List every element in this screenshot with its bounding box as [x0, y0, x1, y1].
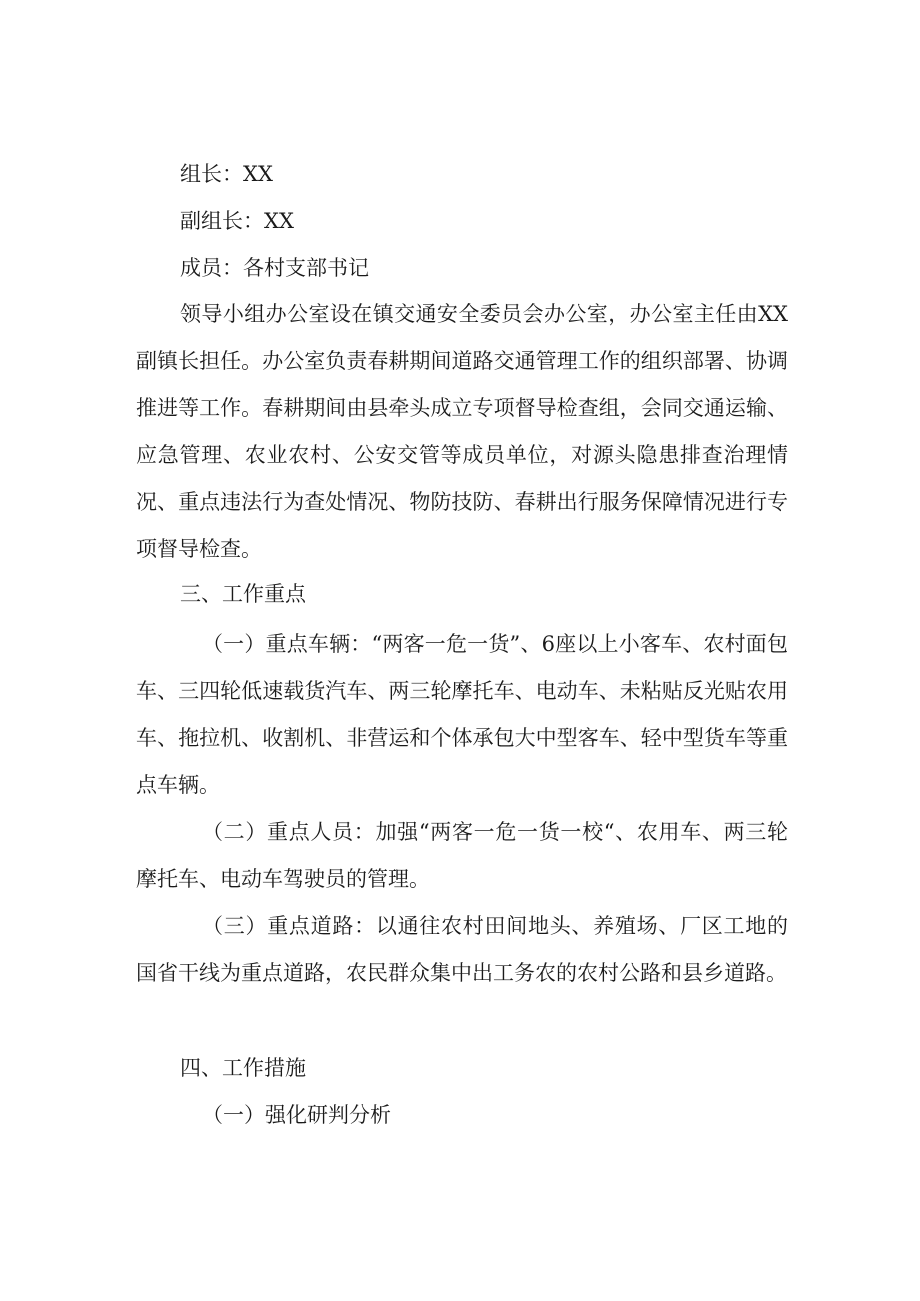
subsection-one-heading: （一）强化研判分析 [202, 1103, 391, 1127]
key-roads-paragraph: （三）重点道路：以通往农村田间地头、养殖场、厂区工地的国省干线为重点道路，农民群众集中出工务农的农村公路和县乡道路。 [136, 914, 788, 985]
key-personnel-paragraph: （二）重点人员：加强“两客一危一货一校“、农用车、两三轮摩托车、电动车驾驶员的管理。 [136, 820, 788, 891]
key-vehicles-paragraph: （一）重点车辆：“两客一危一货”、6座以上小客车、农村面包车、三四轮低速载货汽车、两三轮摩托车、电动车、未粘贴反光贴农用车、拖拉机、收割机、非营运和个体承包大中型客车、轻中型货车等重点车辆。 [136, 632, 788, 797]
section-three-heading: 三、工作重点 [180, 582, 306, 606]
office-paragraph: 领导小组办公室设在镇交通安全委员会办公室，办公室主任由XX副镇长担任。办公室负责春耕期间道路交通管理工作的组织部署、协调推进等工作。春耕期间由县牵头成立专项督导检查组，会同交通运输、应急管理、农业农村、公安交管等成员单位，对源头隐患排查治理情况、重点违法行为查处情况、物防技防、春耕出行服务保障情况进行专项督导检查。 [136, 302, 788, 561]
deputy-leader-line: 副组长：XX [180, 209, 294, 233]
section-four-heading: 四、工作措施 [180, 1056, 306, 1080]
leader-line: 组长：XX [180, 162, 273, 186]
members-line: 成员：各村支部书记 [180, 256, 369, 280]
